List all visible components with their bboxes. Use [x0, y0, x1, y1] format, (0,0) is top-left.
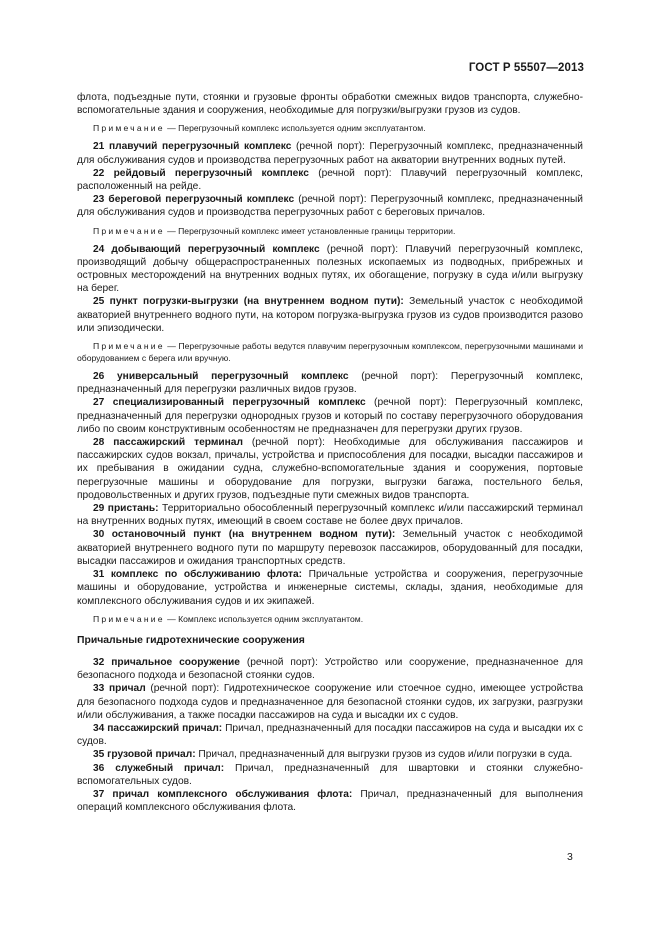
term-title: 34 пассажирский причал:	[93, 722, 223, 734]
term-definition	[77, 568, 583, 608]
note-separator: —	[164, 225, 179, 236]
note-label: Примечание	[93, 341, 165, 352]
term-title: 37 причал комплексного обслуживания флота:	[93, 788, 353, 800]
continuation-paragraph: флота, подъездные пути, стоянки и грузовые фронты обработки смежных видов транспорта, служебно-вспомогательные здания и сооружения, необходимые для погрузки/выгрузки грузов из судов.	[77, 92, 583, 117]
note-text: Комплекс используется одним эксплуатантом.	[178, 613, 364, 624]
term-definition	[77, 682, 583, 722]
term-text: Причал, предназначенный для выполнения операций комплексного обслуживания флота.	[77, 788, 583, 814]
note-separator: —	[164, 613, 179, 624]
note-label: Примечание	[93, 123, 165, 134]
note-separator: —	[164, 341, 179, 352]
standard-code: ГОСТ Р 55507—2013	[468, 62, 584, 74]
note-paragraph	[77, 122, 583, 134]
note-paragraph	[77, 340, 583, 364]
term-text: (речной порт): Необходимые для обслуживания пассажиров и пассажирских судов вокзал, причалы, устройства и приспособления для посадки, высадки пассажиров и их пребывания в ожидании судна, служебно-вспомогательные здания и сооружения, портовые перегрузочные машины и оборудование для погрузки, выгрузки багажа, постельного белья, продовольственных и других грузов, подъездные пути смежных видов транспорта.	[77, 437, 583, 501]
term-text: Земельный участок с необходимой акваторией внутреннего водного пути по маршруту перевозок пассажиров, оборудованный для посадки, высадки пассажиров и ожидания транспортных средств.	[77, 529, 583, 567]
term-title: 33 причал	[93, 683, 146, 695]
term-definition	[77, 167, 583, 193]
note-text: Перегрузочный комплекс используется одним эксплуатантом.	[178, 123, 426, 134]
term-definition	[77, 722, 583, 748]
term-title: 21 плавучий перегрузочный комплекс	[93, 141, 292, 153]
note-label: Примечание	[93, 613, 165, 624]
term-title: 35 грузовой причал:	[93, 749, 196, 761]
term-definition	[77, 656, 583, 682]
term-definition	[77, 243, 583, 296]
note-separator: —	[164, 123, 179, 134]
term-definition	[77, 528, 583, 568]
term-definition	[77, 193, 583, 219]
term-text: (речной порт): Перегрузочный комплекс, предназначенный для обслуживания судов и производства перегрузочных работ на акватории внутренних водных путей.	[77, 141, 583, 166]
document-body	[77, 91, 583, 814]
term-text: Земельный участок с необходимой акваторией внутреннего водного пути, на котором погрузка-выгрузка грузов из судов производится разово или эпизодически.	[77, 296, 584, 334]
term-title: 28 пассажирский терминал	[93, 437, 243, 449]
term-definition	[77, 370, 583, 396]
term-definition	[77, 140, 583, 166]
term-title: 29 пристань:	[93, 503, 159, 515]
term-text: Территориально обособленный перегрузочный комплекс и/или пассажирский терминал на внутренних водных путях, имеющий в своем составе не более двух причалов.	[77, 503, 583, 528]
term-title: 23 береговой перегрузочный комплекс	[93, 194, 295, 206]
term-text: (речной порт): Гидротехническое сооружение или стоечное судно, имеющее устройства для безопасного подхода судов и предназначенное для безопасной стоянки судов, их загрузки, разгрузки и/или обслуживания, а также посадки пассажиров на суда и высадки их с судов.	[77, 683, 583, 721]
note-text: Перегрузочные работы ведутся плавучим перегрузочным комплексом, перегрузочными машинами и оборудованием с берега или вручную.	[77, 341, 583, 364]
term-text: (речной порт): Устройство или сооружение, предназначенное для безопасного подхода и безопасной стоянки судов.	[77, 656, 583, 682]
term-text: (речной порт): Плавучий перегрузочный комплекс, расположенный на рейде.	[77, 167, 583, 193]
note-paragraph	[77, 225, 583, 237]
term-definition	[77, 295, 583, 335]
term-text: (речной порт): Перегрузочный комплекс, предназначенный для перегрузки однородных грузов и который по составу перегрузочного оборудования либо по своим конструктивным особенностям не предназначен для перегрузки других грузов.	[77, 397, 584, 435]
term-title: 32 причальное сооружение	[93, 656, 240, 668]
section-heading: Причальные гидротехнические сооружения	[77, 634, 305, 646]
term-text: Причал, предназначенный для выгрузки грузов из судов и/или погрузки в суда.	[195, 749, 573, 761]
term-title: 30 остановочный пункт (на внутреннем водном пути):	[93, 529, 396, 541]
note-text: Перегрузочный комплекс имеет установленные границы территории.	[178, 225, 456, 236]
term-title: 26 универсальный перегрузочный комплекс	[93, 371, 349, 383]
term-text: (речной порт): Перегрузочный комплекс, предназначенный для перегрузки различных видов грузов.	[77, 371, 583, 396]
page-number: 3	[567, 851, 573, 863]
term-title: 25 пункт погрузки-выгрузки (на внутреннем водном пути):	[93, 296, 404, 308]
note-label: Примечание	[93, 225, 165, 236]
term-definition	[77, 396, 583, 436]
term-title: 31 комплекс по обслуживанию флота:	[93, 569, 303, 581]
term-definition	[77, 436, 583, 502]
term-text: Причал, предназначенный для посадки пассажиров на суда и высадки их с судов.	[77, 722, 584, 748]
term-text: (речной порт): Перегрузочный комплекс, предназначенный для обслуживания судов и производства перегрузочных работ с береговых причалов.	[77, 194, 583, 219]
term-title: 27 специализированный перегрузочный комплекс	[93, 397, 366, 409]
term-text: Причал, предназначенный для швартовки и стоянки служебно-вспомогательных судов.	[77, 762, 583, 787]
term-definition	[77, 788, 583, 814]
note-paragraph	[77, 613, 583, 625]
term-text: (речной порт): Плавучий перегрузочный комплекс, производящий добычу общераспространенных полезных ископаемых из подводных, прибрежных и островных месторождений на внутренних водных путях, их обогащение, погрузку в суда и/или выгрузку на берег.	[77, 243, 583, 295]
term-title: 22 рейдовый перегрузочный комплекс	[93, 167, 309, 179]
term-definition	[77, 762, 583, 788]
term-definition	[77, 748, 583, 761]
term-title: 24 добывающий перегрузочный комплекс	[93, 243, 320, 255]
term-definition	[77, 502, 583, 528]
term-title: 36 служебный причал:	[93, 762, 225, 774]
term-text: Причальные устройства и сооружения, перегрузочные машины и оборудование, устройства и инженерные системы, склады, здания, необходимые для комплексного обслуживания судов и их экипажей.	[77, 569, 583, 607]
